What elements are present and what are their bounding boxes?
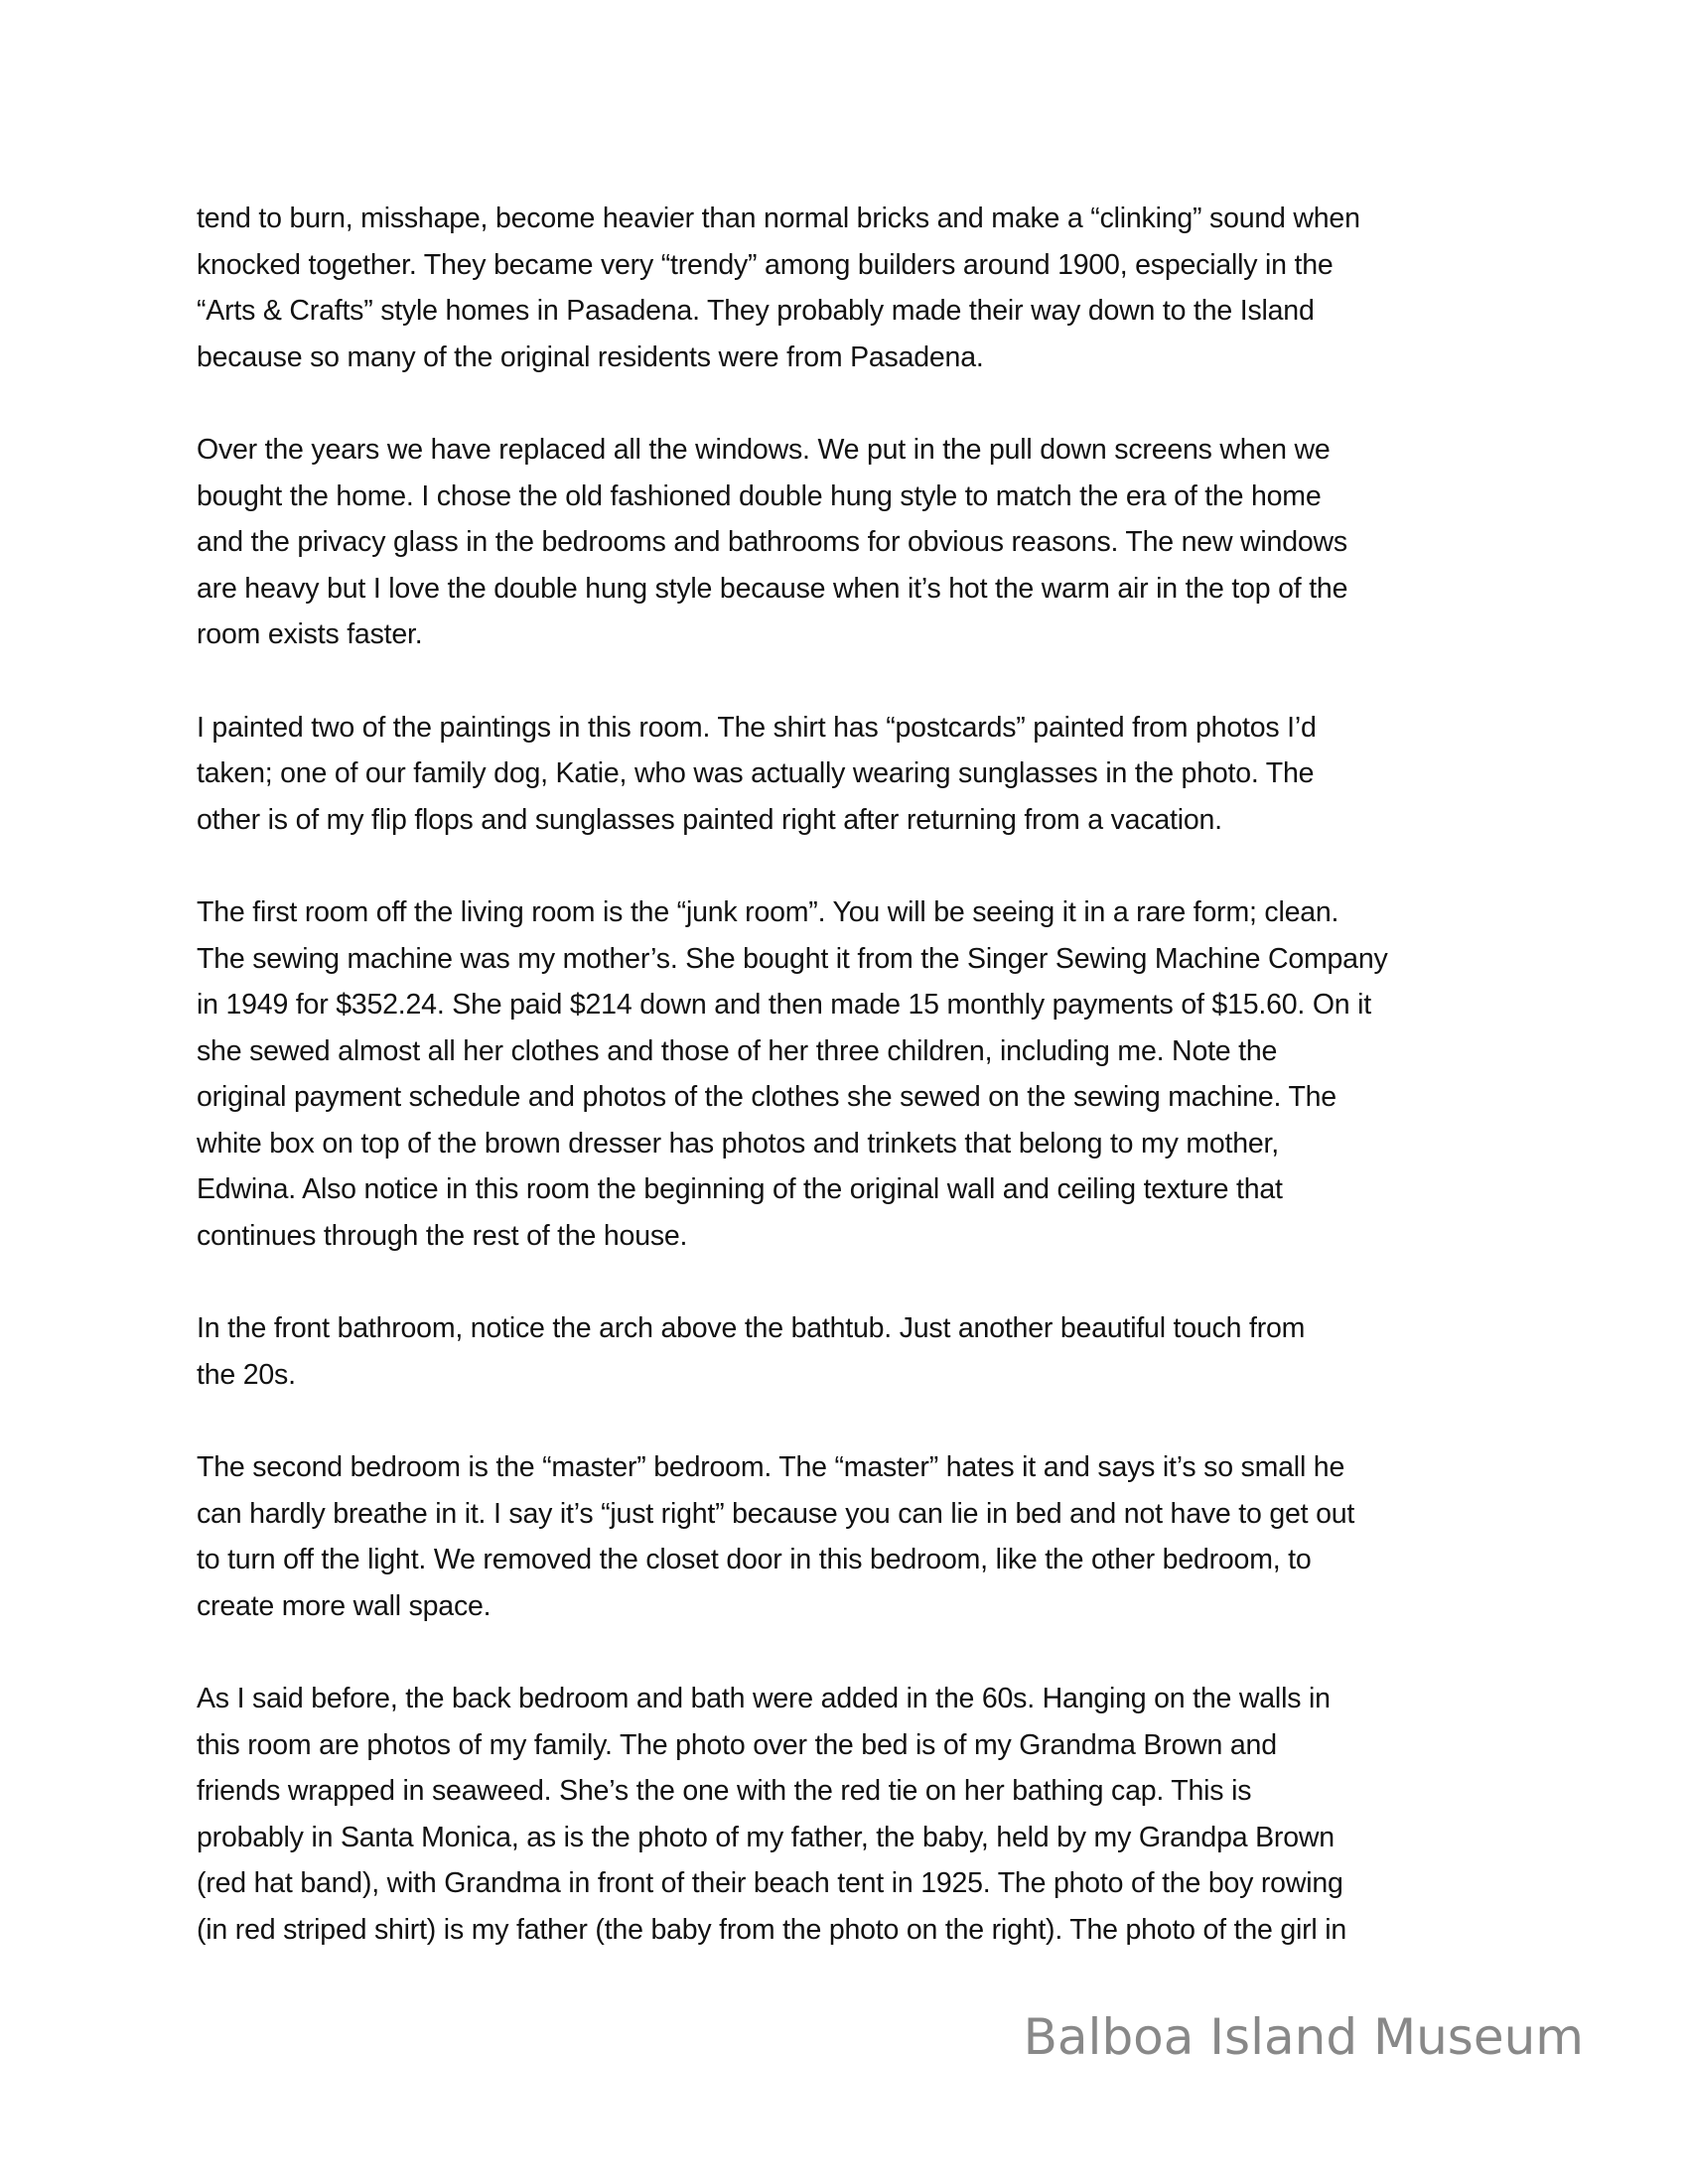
text-line: this room are photos of my family. The photo over the bed is of my Grandma Brown and xyxy=(197,1728,1277,1761)
text-line: In the front bathroom, notice the arch above the bathtub. Just another beautiful touch from xyxy=(197,1312,1306,1345)
text-line: original payment schedule and photos of the clothes she sewed on the sewing machine. The xyxy=(197,1081,1336,1114)
text-line: friends wrapped in seaweed. She’s the one with the red tie on her bathing cap. This is xyxy=(197,1775,1252,1808)
text-line: bought the home. I chose the old fashioned double hung style to match the era of the home xyxy=(197,479,1322,512)
museum-watermark: Balboa Island Museum xyxy=(1023,2008,1584,2066)
text-line: other is of my flip flops and sunglasses painted right after returning from a vacation. xyxy=(197,803,1222,836)
paragraph-clinker-bricks xyxy=(197,196,1497,380)
text-line: The second bedroom is the “master” bedroom. The “master” hates it and says it’s so small he xyxy=(197,1451,1345,1484)
text-line: white box on top of the brown dresser has photos and trinkets that belong to my mother, xyxy=(197,1127,1279,1160)
paragraph-paintings xyxy=(197,705,1497,844)
paragraph-windows xyxy=(197,427,1497,658)
body-text xyxy=(197,196,1497,1999)
text-line: the 20s. xyxy=(197,1358,296,1391)
paragraph-junk-room xyxy=(197,889,1497,1260)
text-line: (red hat band), with Grandma in front of their beach tent in 1925. The photo of the boy rowing xyxy=(197,1867,1343,1900)
text-line: in 1949 for $352.24. She paid $214 down and then made 15 monthly payments of $15.60. On it xyxy=(197,989,1372,1022)
text-line: taken; one of our family dog, Katie, who was actually wearing sunglasses in the photo. The xyxy=(197,757,1315,790)
text-line: can hardly breathe in it. I say it’s “just right” because you can lie in bed and not have to get out xyxy=(197,1497,1355,1530)
text-line: and the privacy glass in the bedrooms and bathrooms for obvious reasons. The new windows xyxy=(197,526,1347,559)
text-line: knocked together. They became very “trendy” among builders around 1900, especially in the xyxy=(197,248,1334,281)
text-line: probably in Santa Monica, as is the photo of my father, the baby, held by my Grandpa Brown xyxy=(197,1821,1335,1853)
text-line: I painted two of the paintings in this room. The shirt has “postcards” painted from photos I’d xyxy=(197,711,1317,744)
paragraph-master-bedroom xyxy=(197,1444,1497,1629)
text-line: create more wall space. xyxy=(197,1589,492,1622)
paragraph-front-bathroom xyxy=(197,1305,1497,1398)
text-line: to turn off the light. We removed the closet door in this bedroom, like the other bedroom, to xyxy=(197,1544,1312,1576)
text-line: Edwina. Also notice in this room the beginning of the original wall and ceiling texture that xyxy=(197,1173,1283,1206)
text-line: “Arts & Crafts” style homes in Pasadena. They probably made their way down to the Island xyxy=(197,295,1315,328)
text-line: As I said before, the back bedroom and bath were added in the 60s. Hanging on the walls in xyxy=(197,1683,1331,1714)
text-line: because so many of the original residents were from Pasadena. xyxy=(197,341,984,373)
paragraph-back-bedroom xyxy=(197,1676,1497,1954)
text-line: are heavy but I love the double hung style because when it’s hot the warm air in the top of the xyxy=(197,572,1348,605)
text-line: The first room off the living room is the “junk room”. You will be seeing it in a rare form; clean. xyxy=(197,895,1339,928)
text-line: room exists faster. xyxy=(197,618,423,651)
text-line: The sewing machine was my mother’s. She bought it from the Singer Sewing Machine Company xyxy=(197,942,1388,975)
text-line: (in red striped shirt) is my father (the baby from the photo on the right). The photo of the girl in xyxy=(197,1913,1347,1946)
text-line: tend to burn, misshape, become heavier than normal bricks and make a “clinking” sound when xyxy=(197,203,1360,234)
text-line: she sewed almost all her clothes and those of her three children, including me. Note the xyxy=(197,1034,1278,1067)
text-line: continues through the rest of the house. xyxy=(197,1220,688,1253)
text-line: Over the years we have replaced all the windows. We put in the pull down screens when we xyxy=(197,433,1331,466)
